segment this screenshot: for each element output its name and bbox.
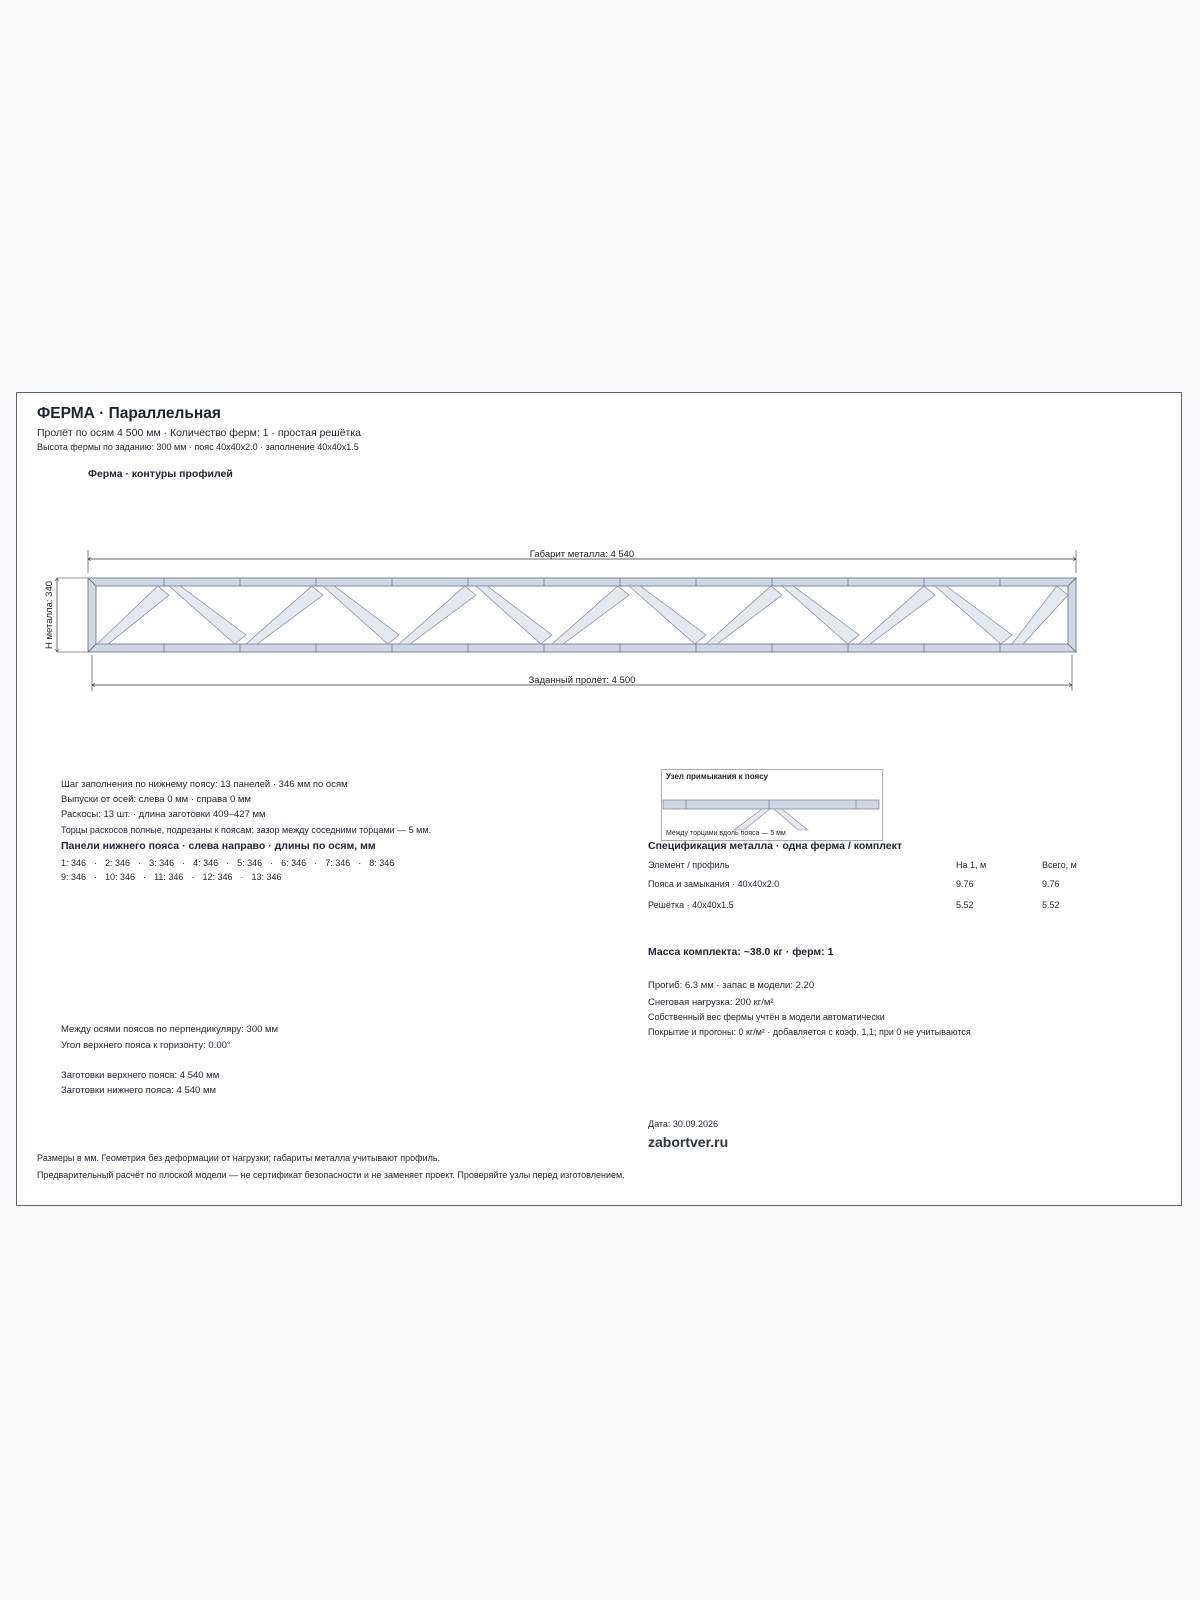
brand-logo: zabortver.ru [648, 1134, 729, 1150]
spec-title: Спецификация металла · одна ферма / комплект [648, 840, 903, 852]
inset-diagonal-left [734, 809, 770, 830]
panel-separator: · [182, 858, 186, 868]
panel-length: 5: 346 [237, 858, 263, 868]
spec-mass: Масса комплекта: ~38.0 кг · ферм: 1 [648, 946, 834, 958]
geom-axes-distance: Между осями поясов по перпендикуляру: 300 мм [61, 1024, 279, 1035]
panel-length: 13: 346 [251, 872, 282, 882]
spec-header-per-one: На 1, м [956, 860, 987, 870]
panel-separator: · [314, 858, 318, 868]
dim-height-label: Н металла: 340 [44, 580, 55, 650]
diagonal-brace [476, 586, 552, 644]
panel-length: 10: 346 [105, 872, 136, 882]
info-step: Шаг заполнения по нижнему поясу: 13 панелей · 346 мм по осям [61, 779, 348, 790]
top-chord [88, 578, 1076, 586]
spec-header-element: Элемент / профиль [648, 860, 730, 870]
calc-deflection: Прогиб: 6.3 мм · запас в модели: 2.20 [648, 980, 815, 991]
spec-row-chords-name: Пояса и замыкания · 40x40x2.0 [648, 879, 780, 889]
panel-separator: · [191, 872, 195, 882]
panel-length: 3: 346 [149, 858, 175, 868]
panels-row-1 [61, 858, 394, 868]
footer-note-1: Размеры в мм. Геометрия без деформации от нагрузки; габариты металла учитывают профиль. [37, 1153, 441, 1163]
calc-self-weight: Собственный вес фермы учтён в модели автоматически [648, 1012, 885, 1022]
diagonal-brace [629, 586, 706, 644]
spec-row-chords-total: 9.76 [1042, 879, 1060, 889]
panel-length: 8: 346 [369, 858, 395, 868]
footer-date: Дата: 30.09.2026 [648, 1119, 718, 1129]
panel-length: 9: 346 [61, 872, 87, 882]
panel-separator: · [226, 858, 230, 868]
spec-header-total: Всего, м [1042, 860, 1077, 870]
info-diagonals: Раскосы: 13 шт. · длина заготовки 409–427 мм [61, 809, 266, 820]
right-end-post [1068, 578, 1076, 652]
diagonal-brace [935, 586, 1012, 644]
inset-title: Узел примыкания к поясу [666, 772, 769, 781]
diagonal-brace [97, 586, 169, 644]
panel-length: 1: 346 [61, 858, 87, 868]
panel-separator: · [358, 858, 362, 868]
panel-separator: · [240, 872, 244, 882]
panel-length: 2: 346 [105, 858, 131, 868]
diagonal-brace [323, 586, 399, 644]
info-overhang: Выпуски от осей: слева 0 мм · справа 0 мм [61, 794, 251, 805]
spec-row-web-per-one: 5.52 [956, 900, 974, 910]
panel-length: 4: 346 [193, 858, 219, 868]
panel-length: 11: 346 [154, 872, 184, 882]
bottom-chord [88, 644, 1076, 652]
page-subtitle: Пролёт по осям 4 500 мм · Количество ферм: 1 · простая решётка [37, 427, 362, 439]
panel-separator: · [94, 872, 98, 882]
page-title: ФЕРМА · Параллельная [37, 405, 221, 422]
page-params: Высота фермы по заданию: 300 мм · пояс 40x40x2.0 · заполнение 40x40x1.5 [37, 442, 359, 452]
panel-length: 7: 346 [325, 858, 351, 868]
spec-row-web-name: Решётка · 40x40x1.5 [648, 900, 734, 910]
geom-top-blanks: Заготовки верхнего пояса: 4 540 мм [61, 1070, 220, 1081]
panels-row-2 [61, 872, 282, 882]
diagonal-brace [246, 586, 323, 644]
panels-title: Панели нижнего пояса · слева направо · длины по осям, мм [61, 840, 376, 852]
truss-drawing [17, 393, 1183, 723]
dim-overall-label: Габарит металла: 4 540 [529, 549, 635, 560]
spec-row-web-total: 5.52 [1042, 900, 1060, 910]
diagonal-brace [782, 586, 859, 644]
panel-separator: · [143, 872, 147, 882]
info-diagonal-ends: Торцы раскосов полные, подрезаны к поясам; зазор между соседними торцами — 5 мм. [61, 825, 432, 835]
calc-snow: Снеговая нагрузка: 200 кг/м² [648, 997, 774, 1008]
diagonal-brace [399, 586, 476, 644]
drawing-title: Ферма · контуры профилей [88, 468, 233, 480]
inset-diagonal-right [774, 809, 808, 830]
truss-members [88, 578, 1076, 652]
node-detail-inset [661, 769, 883, 841]
panel-separator: · [270, 858, 274, 868]
diagonal-brace [552, 586, 629, 644]
geom-angle: Угол верхнего пояса к горизонту: 0.00° [61, 1040, 231, 1051]
panel-separator: · [138, 858, 142, 868]
diagonal-brace [1012, 586, 1068, 644]
left-end-post [88, 578, 96, 652]
drawing-sheet [16, 392, 1182, 1206]
footer-note-2: Предварительный расчёт по плоской модели — не сертификат безопасности и не заменяет проект. Проверяйте узлы перед изготовлением. [37, 1170, 625, 1180]
diagonal-brace [169, 586, 246, 644]
panel-separator: · [94, 858, 98, 868]
inset-chord [663, 800, 879, 809]
inset-caption: Между торцами вдоль пояса — 5 мм [666, 830, 786, 837]
calc-roof: Покрытие и прогоны: 0 кг/м² · добавляется с коэф. 1,1; при 0 не учитываются [648, 1027, 971, 1037]
dim-span-label: Заданный пролёт: 4 500 [528, 675, 636, 686]
diagonal-brace [859, 586, 935, 644]
diagonal-brace [706, 586, 782, 644]
panel-length: 6: 346 [281, 858, 307, 868]
panel-length: 12: 346 [202, 872, 233, 882]
spec-row-chords-per-one: 9.76 [956, 879, 974, 889]
geom-bottom-blanks: Заготовки нижнего пояса: 4 540 мм [61, 1085, 217, 1096]
